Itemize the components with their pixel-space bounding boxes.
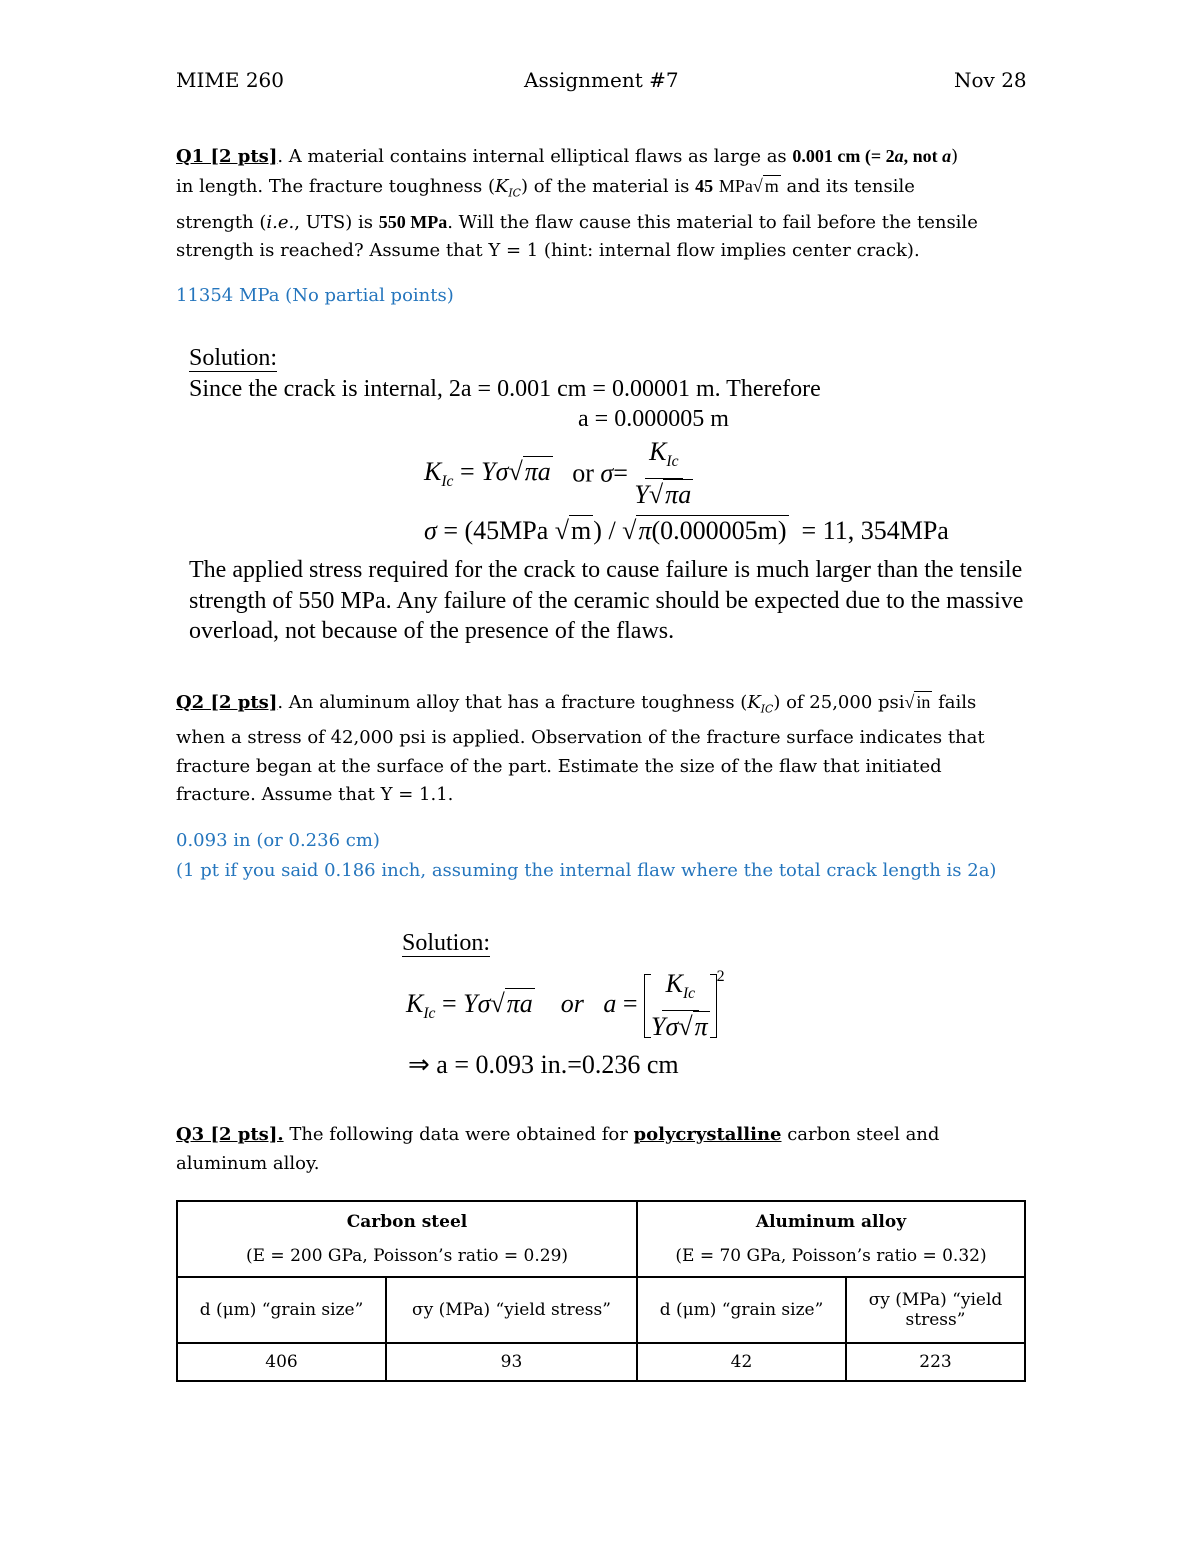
q1-solution-title: Solution:: [189, 345, 278, 371]
table-header-row: [177, 1277, 1025, 1343]
q1-solution-line2: a = 0.000005 m: [578, 406, 729, 432]
q3-emphasis: polycrystalline: [633, 1124, 782, 1145]
column-header: σy (MPa) “yield stress”: [386, 1277, 637, 1343]
q2-equation-kic: $K_{Ic} = Y\sigma√\pi a$ or a = $\frac{K_{Ic}}{Y\sigma√\pi}$ $^2$: [406, 968, 725, 1042]
grain-size-table: [176, 1200, 1026, 1382]
q3-question: Q3 [2 pts]. The following data were obtained for polycrystalline carbon steel and aluminum alloy.: [176, 1124, 940, 1174]
table-cell: 42: [637, 1343, 846, 1381]
table-group-row: [177, 1201, 1025, 1277]
q1-answer: 11354 MPa (No partial points): [176, 285, 454, 306]
q2-equation-result: ⇒ a = 0.093 in.=0.236 cm: [408, 1050, 679, 1079]
q1-question: Q1 [2 pts]. A material contains internal elliptical flaws as large as 0.001 cm (= 2a, not a) in length. The fracture toughness $(K_{IC})$ of the material is 45 MPa√ m and its tensile strength (i.e., UTS) is 550 MPa. Will the flaw cause this material to fail before the tensile strength is reached? Assume that Y = 1 (hint: internal flow implies center crack).: [176, 146, 978, 262]
q2-label: Q2 [2 pts]: [176, 692, 278, 713]
q2-partial-credit: (1 pt if you said 0.186 inch, assuming the internal flaw where the total crack length is 2a): [176, 860, 997, 881]
column-header: σy (MPa) “yield stress”: [846, 1277, 1025, 1343]
q2-question: Q2 [2 pts]. An aluminum alloy that has a fracture toughness $(K_{IC})$ of 25,000 psi√ in fails when a stress of 42,000 psi is applied. Observation of the fracture surface indicates that fracture began at the surface of the part. Estimate the size of the flaw that initiated fracture. Assume that Y = 1.1.: [176, 692, 985, 806]
q2-root-in: in: [916, 692, 931, 712]
q1-solution-line1: Since the crack is internal, 2a = 0.001 cm = 0.00001 m. Therefore: [189, 376, 821, 402]
course-code: MIME 260: [176, 68, 284, 92]
q1-equation-kic: $K_{Ic} = Y\sigma√\pi a$ or σ= $\frac{K_{Ic}}{Y√\pi a}$: [424, 437, 692, 510]
q3-label: Q3 [2 pts].: [176, 1124, 284, 1145]
q1-root-m: m: [764, 175, 779, 196]
column-header: d (μm) “grain size”: [177, 1277, 386, 1343]
q1-conclusion: The applied stress required for the crack to cause failure is much larger than the tensile strength of 550 MPa. Any failure of the ceramic should be expected due to the massive overload, not because of the presence of the flaws.: [189, 557, 1024, 644]
q1-equation-result: σ = (45MPa √m) / √π(0.000005m) = 11, 354MPa: [424, 516, 949, 545]
table-cell: 406: [177, 1343, 386, 1381]
assignment-title: Assignment #7: [524, 68, 679, 92]
carbon-steel-header: Carbon steel (E = 200 GPa, Poisson’s ratio = 0.29): [177, 1201, 637, 1277]
aluminum-alloy-header: Aluminum alloy (E = 70 GPa, Poisson’s ratio = 0.32): [637, 1201, 1025, 1277]
column-header: d (μm) “grain size”: [637, 1277, 846, 1343]
q2-solution-title: Solution:: [402, 930, 491, 956]
q2-answer: 0.093 in (or 0.236 cm): [176, 830, 380, 851]
q1-label: Q1 [2 pts]: [176, 146, 278, 167]
table-row: [177, 1343, 1025, 1381]
table-cell: 223: [846, 1343, 1025, 1381]
assignment-date: Nov 28: [954, 68, 1027, 92]
table-cell: 93: [386, 1343, 637, 1381]
